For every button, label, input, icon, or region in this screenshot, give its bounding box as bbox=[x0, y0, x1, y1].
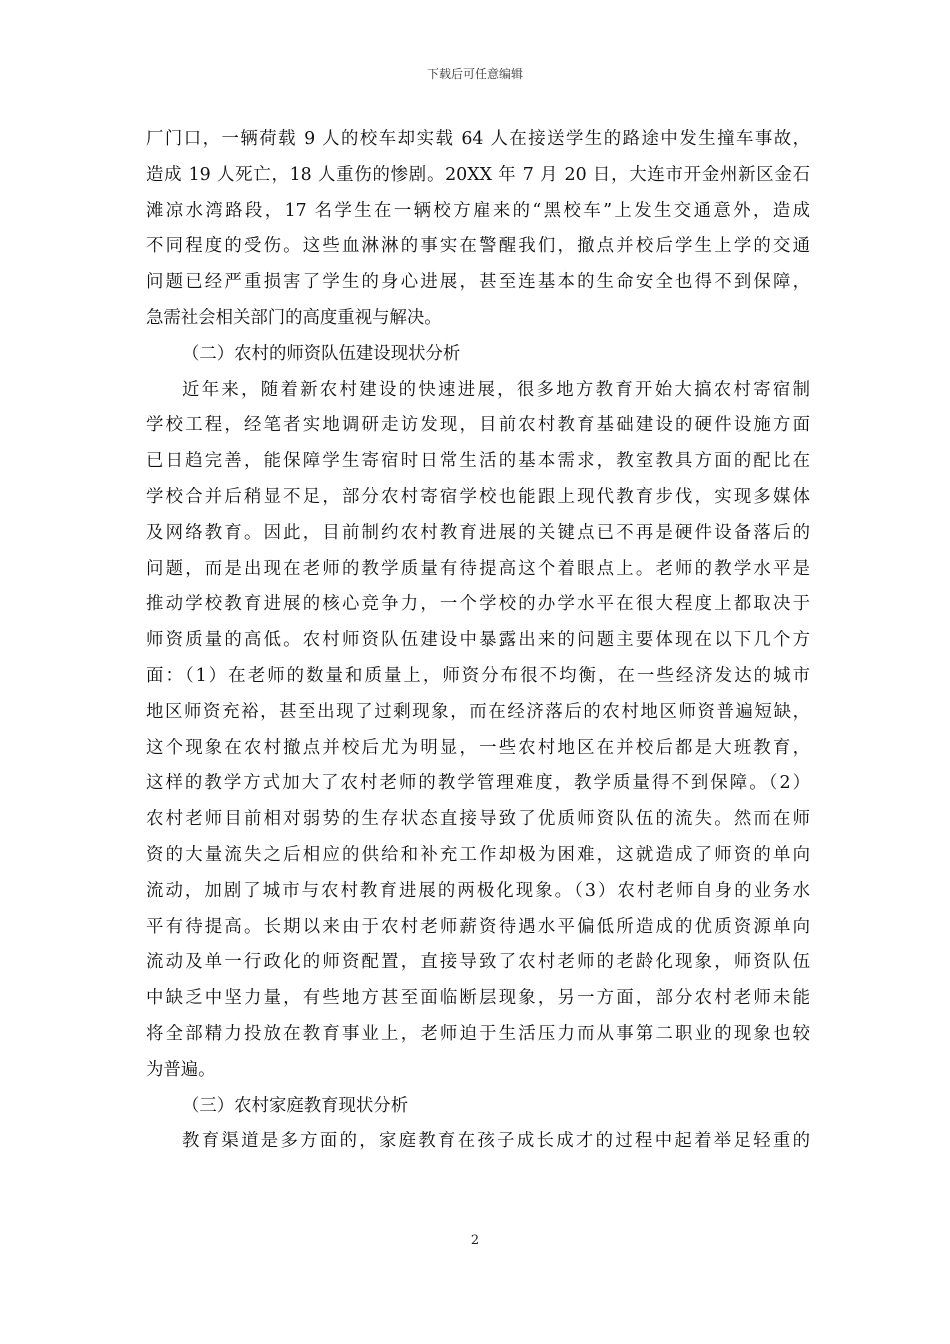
body-line: 学校合并后稍显不足，部分农村寄宿学校也能跟上现代教育步伐，实现多媒体 bbox=[146, 486, 810, 507]
body-line: 将全部精力投放在教育事业上，老师迫于生活压力而从事第二职业的现象也较 bbox=[146, 1023, 810, 1044]
body-line: 近年来，随着新农村建设的快速进展，很多地方教育开始大搞农村寄宿制 bbox=[182, 379, 810, 400]
body-line: 厂门口，一辆荷载 9 人的校车却实载 64 人在接送学生的路途中发生撞车事故， bbox=[146, 129, 810, 149]
body-line: 中缺乏中坚力量，有些地方甚至面临断层现象，另一方面，部分农村老师未能 bbox=[146, 988, 810, 1009]
section-heading: （二）农村的师资队伍建设现状分析 bbox=[182, 343, 461, 364]
document-body bbox=[146, 122, 810, 1160]
body-line: 为普遍。 bbox=[146, 1059, 216, 1080]
body-line: 及网络教育。因此，目前制约农村教育进展的关键点已不再是硬件设备落后的 bbox=[146, 522, 810, 543]
body-line: 滩凉水湾路段，17 名学生在一辆校方雇来的“黑校车”上发生交通意外，造成 bbox=[146, 200, 810, 221]
body-line: 造成 19 人死亡，18 人重伤的惨剧。20XX 年 7 月 20 日，大连市开金州新区金石 bbox=[146, 164, 810, 185]
body-line: 农村老师目前相对弱势的生存状态直接导致了优质师资队伍的流失。然而在师 bbox=[146, 809, 810, 830]
body-line: 地区师资充裕，甚至出现了过剩现象，而在经济落后的农村地区师资普遍短缺， bbox=[146, 701, 810, 722]
body-line: 面：（1）在老师的数量和质量上，师资分布很不均衡，在一些经济发达的城市 bbox=[146, 665, 810, 686]
body-line: 这个现象在农村撤点并校后尤为明显，一些农村地区在并校后都是大班教育， bbox=[146, 737, 810, 758]
section-heading: （三）农村家庭教育现状分析 bbox=[182, 1095, 409, 1116]
body-line: 流动，加剧了城市与农村教育进展的两极化现象。（3）农村老师自身的业务水 bbox=[146, 880, 810, 901]
body-line: 已日趋完善，能保障学生寄宿时日常生活的基本需求，教室教具方面的配比在 bbox=[146, 451, 810, 472]
page-header: 下载后可任意编辑 bbox=[426, 67, 523, 81]
body-line: 平有待提高。长期以来由于农村老师薪资待遇水平偏低所造成的优质资源单向 bbox=[146, 916, 810, 937]
body-line: 流动及单一行政化的师资配置，直接导致了农村老师的老龄化现象，师资队伍 bbox=[146, 952, 810, 973]
body-line: 学校工程，经笔者实地调研走访发现，目前农村教育基础建设的硬件设施方面 bbox=[146, 415, 810, 436]
page-number: 2 bbox=[470, 1233, 480, 1248]
body-line: 教育渠道是多方面的，家庭教育在孩子成长成才的过程中起着举足轻重的 bbox=[182, 1131, 810, 1152]
body-line: 推动学校教育进展的核心竞争力，一个学校的办学水平在很大程度上都取决于 bbox=[146, 594, 810, 615]
body-line: 这样的教学方式加大了农村老师的教学管理难度，教学质量得不到保障。（2） bbox=[146, 773, 810, 794]
body-line: 问题，而是出现在老师的教学质量有待提高这个着眼点上。老师的教学水平是 bbox=[146, 558, 810, 579]
body-line: 问题已经严重损害了学生的身心进展，甚至连基本的生命安全也得不到保障， bbox=[146, 272, 810, 293]
body-line: 急需社会相关部门的高度重视与解决。 bbox=[146, 307, 442, 328]
body-line: 师资质量的高低。农村师资队伍建设中暴露出来的问题主要体现在以下几个方 bbox=[146, 630, 810, 651]
body-line: 资的大量流失之后相应的供给和补充工作却极为困难，这就造成了师资的单向 bbox=[146, 844, 810, 865]
body-line: 不同程度的受伤。这些血淋淋的事实在警醒我们，撤点并校后学生上学的交通 bbox=[146, 236, 810, 257]
